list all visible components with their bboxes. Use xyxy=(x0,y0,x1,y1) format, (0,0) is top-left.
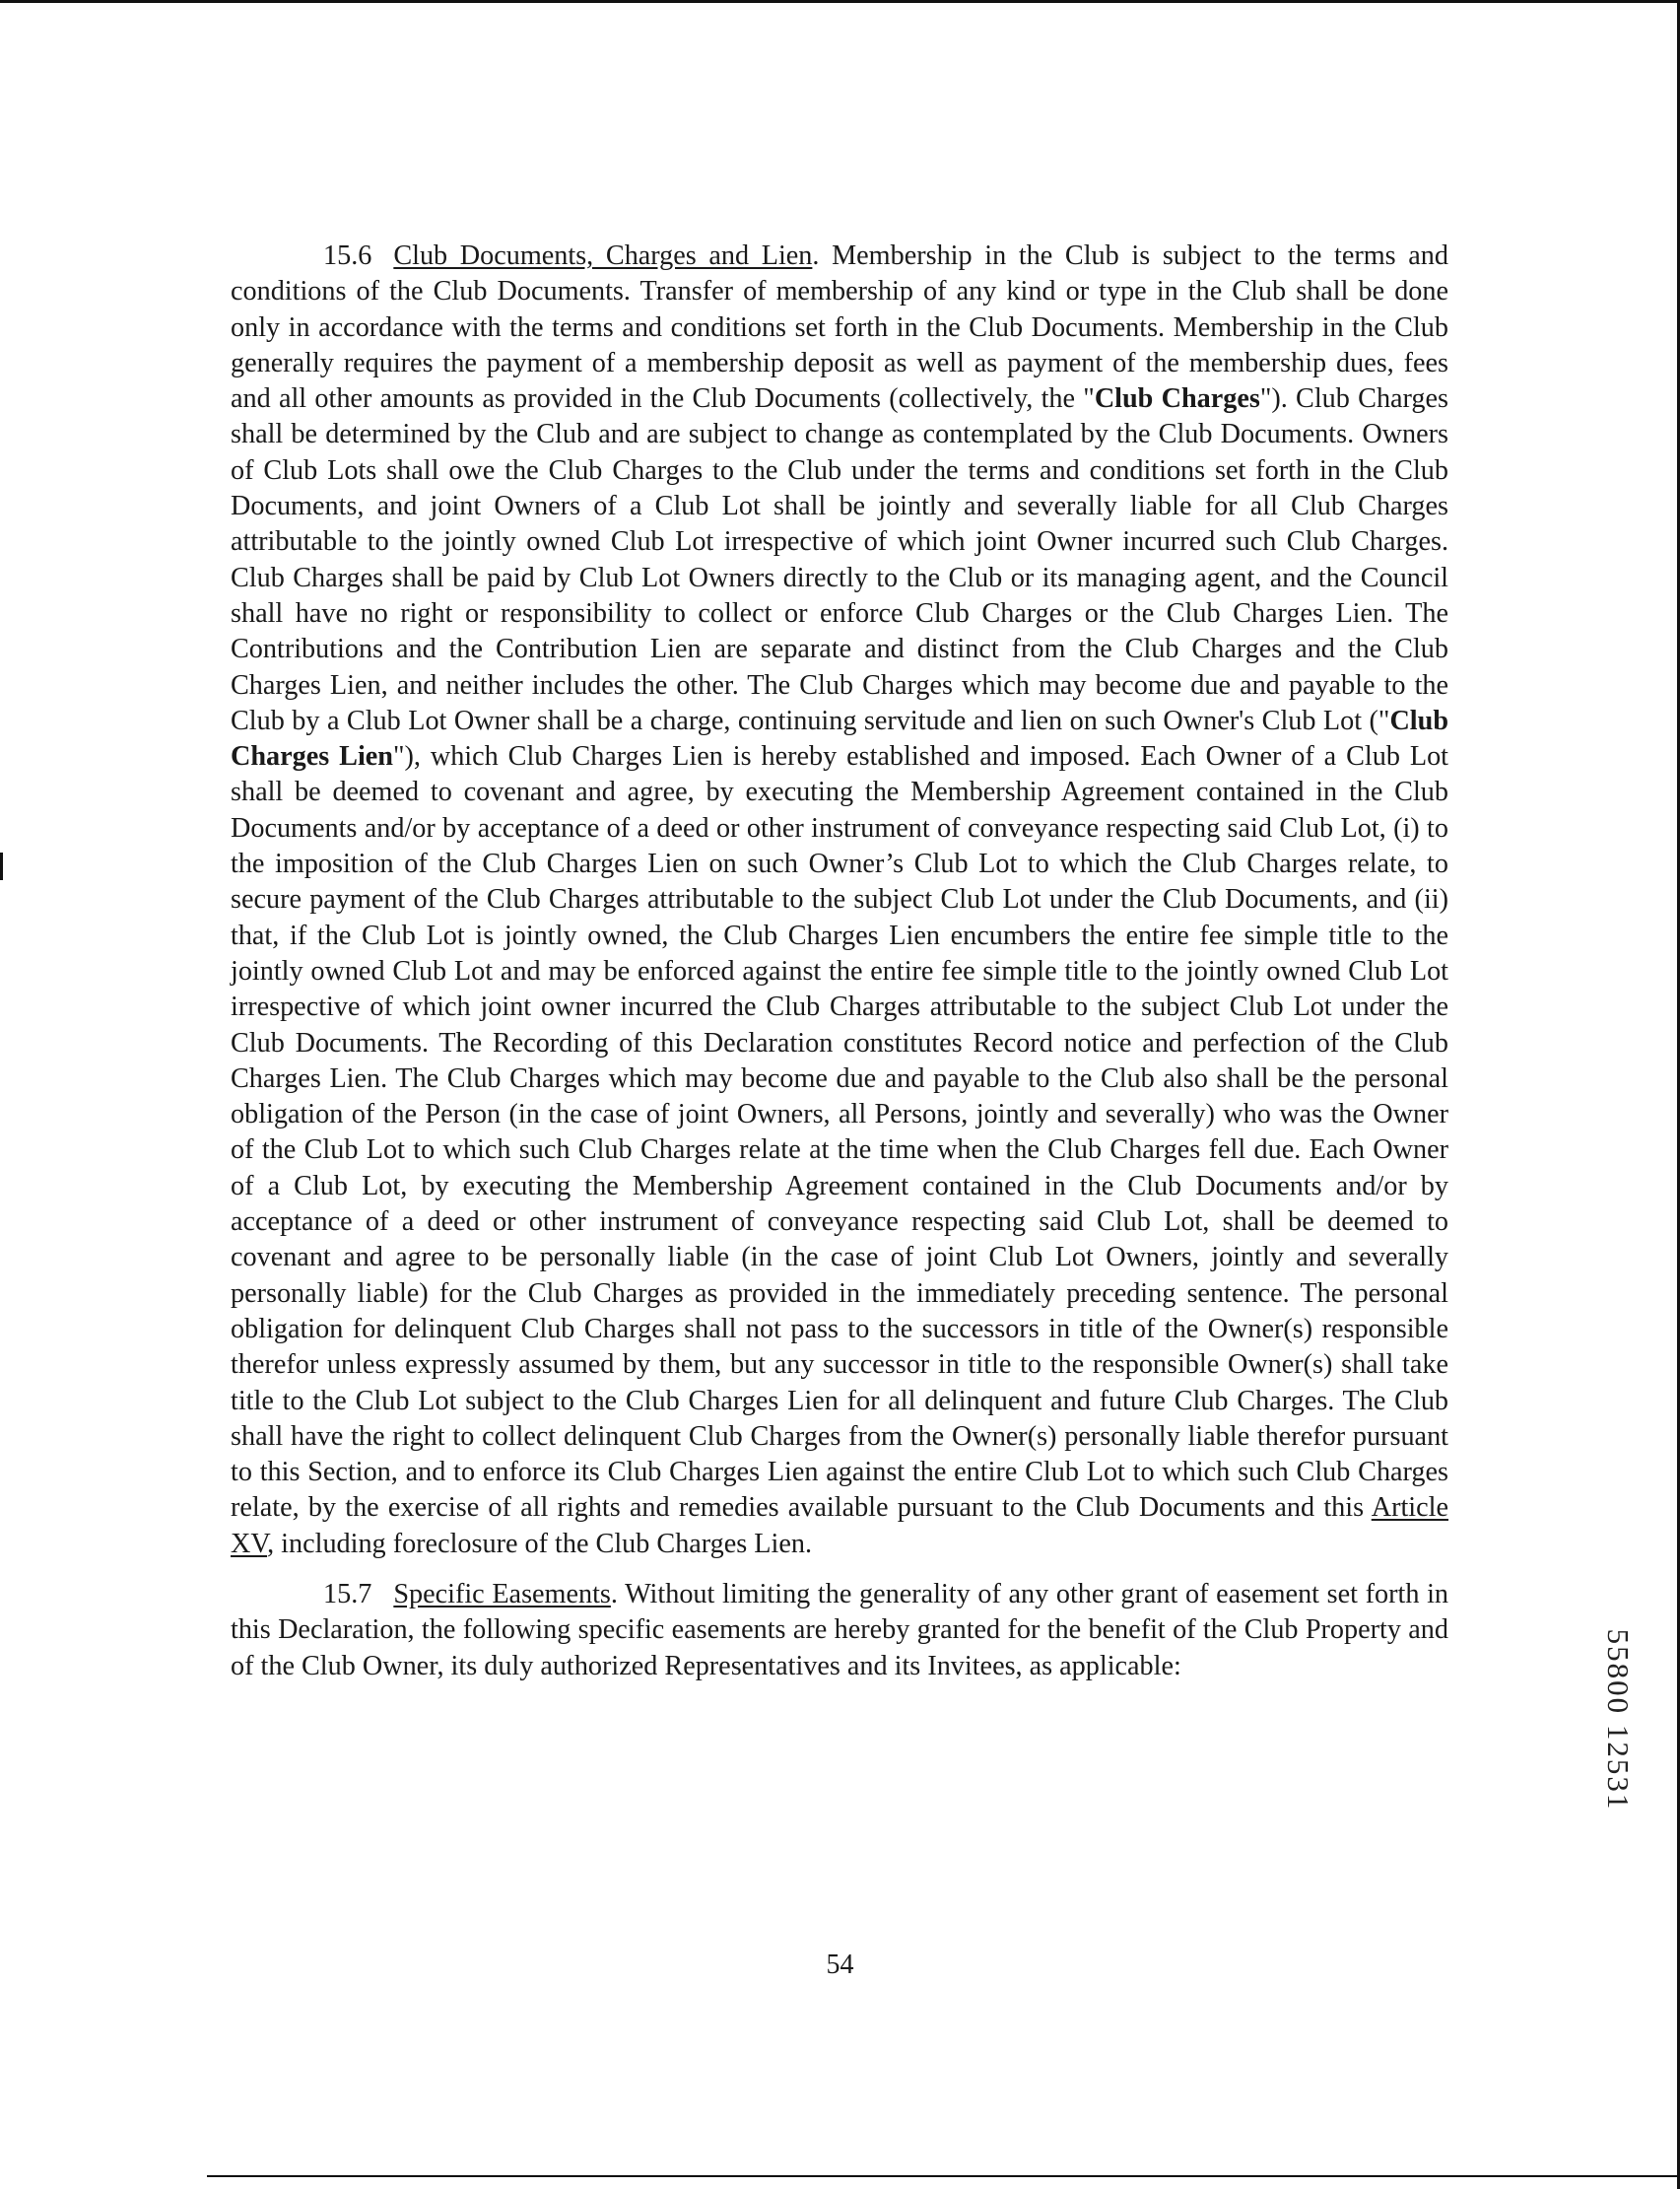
margin-filing-stamp xyxy=(1596,1582,1640,1858)
section-text: . Without limiting the generality of any other grant of easement set forth in this Declaration, the following specific easements are hereby granted for the benefit of the Club Property and of the Club Owner, its duly authorized Representatives and its Invitees, as applicable: xyxy=(231,1578,1448,1681)
section-heading: Club Documents, Charges and Lien xyxy=(393,240,813,271)
document-body xyxy=(231,239,1448,1684)
scan-mark-left xyxy=(0,853,3,880)
section-number: 15.7 xyxy=(323,1578,372,1609)
section-text: . Membership in the Club is subject to the terms and conditions of the Club Documents. Transfer of membership of any kind or type in the Club shall be done only in accordance with the terms and conditions set forth in the Club Documents. Membership in the Club generally requires the payment of a membership deposit as well as payment of the membership dues, fees and all other amounts as provided in the Club Documents (collectively, the " xyxy=(231,240,1448,415)
article-reference: Article XV xyxy=(231,1492,1448,1559)
defined-term-club-charges-lien: Club Charges Lien xyxy=(231,705,1448,773)
scan-border-top xyxy=(0,0,1680,3)
section-text: , including foreclosure of the Club Charges Lien. xyxy=(267,1528,812,1559)
scan-border-bottom xyxy=(207,2175,1680,2177)
section-text: "), which Club Charges Lien is hereby established and imposed. Each Owner of a Club Lot shall be deemed to covenant and agree, by executing the Membership Agreement contained in the Club Documents and/or by acceptance of a deed or other instrument of conveyance respecting said Club Lot, (i) to the imposition of the Club Charges Lien on such Owner’s Club Lot to which the Club Charges relate, to secure payment of the Club Charges attributable to the subject Club Lot under the Club Documents, and (ii) that, if the Club Lot is jointly owned, the Club Charges Lien encumbers the entire fee simple title to the jointly owned Club Lot and may be enforced against the entire fee simple title to the jointly owned Club Lot irrespective of which joint owner incurred the Club Charges attributable to the subject Club Lot under the Club Documents. The Recording of this Declaration constitutes Record notice and perfection of the Club Charges Lien. The Club Charges which may become due and payable to the Club also shall be the personal obligation of the Person (in the case of joint Owners, all Persons, jointly and severally) who was the Owner of the Club Lot to which such Club Charges relate at the time when the Club Charges fell due. Each Owner of a Club Lot, by executing the Membership Agreement contained in the Club Documents and/or by acceptance of a deed or other instrument of conveyance respecting said Club Lot, shall be deemed to covenant and agree to be personally liable (in the case of joint Club Lot Owners, jointly and severally personally liable) for the Club Charges as provided in the immediately preceding sentence. The personal obligation for delinquent Club Charges shall not pass to the successors in title of the Owner(s) responsible therefor unless expressly assumed by them, but any successor in title to the responsible Owner(s) shall take title to the Club Lot subject to the Club Charges Lien for all delinquent and future Club Charges. The Club shall have the right to collect delinquent Club Charges from the Owner(s) personally liable therefor pursuant to this Section, and to enforce its Club Charges Lien against the entire Club Lot to which such Club Charges relate, by the exercise of all rights and remedies available pursuant to the Club Documents and this xyxy=(231,741,1449,1524)
defined-term-club-charges: Club Charges xyxy=(1094,383,1260,415)
page-number: 54 xyxy=(826,1950,854,1980)
filing-stamp-text: 55800 12531 xyxy=(1601,1628,1636,1812)
section-text: "). Club Charges shall be determined by the Club and are subject to change as contemplated by the Club Documents. Owners of Club Lots shall owe the Club Charges to the Club under the terms and conditions set forth in the Club Documents, and joint Owners of a Club Lot shall be jointly and severally liable for all Club Charges attributable to the jointly owned Club Lot irrespective of which joint Owner incurred such Club Charges. Club Charges shall be paid by Club Lot Owners directly to the Club or its managing agent, and the Council shall have no right or responsibility to collect or enforce Club Charges or the Club Charges Lien. The Contributions and the Contribution Lien are separate and distinct from the Club Charges and the Club Charges Lien, and neither includes the other. The Club Charges which may become due and payable to the Club by a Club Lot Owner shall be a charge, continuing servitude and lien on such Owner's Club Lot (" xyxy=(231,383,1448,736)
section-number: 15.6 xyxy=(323,240,372,271)
section-15-6-paragraph xyxy=(231,239,1448,1562)
section-15-7-paragraph xyxy=(231,1577,1448,1684)
section-heading: Specific Easements xyxy=(393,1578,611,1609)
